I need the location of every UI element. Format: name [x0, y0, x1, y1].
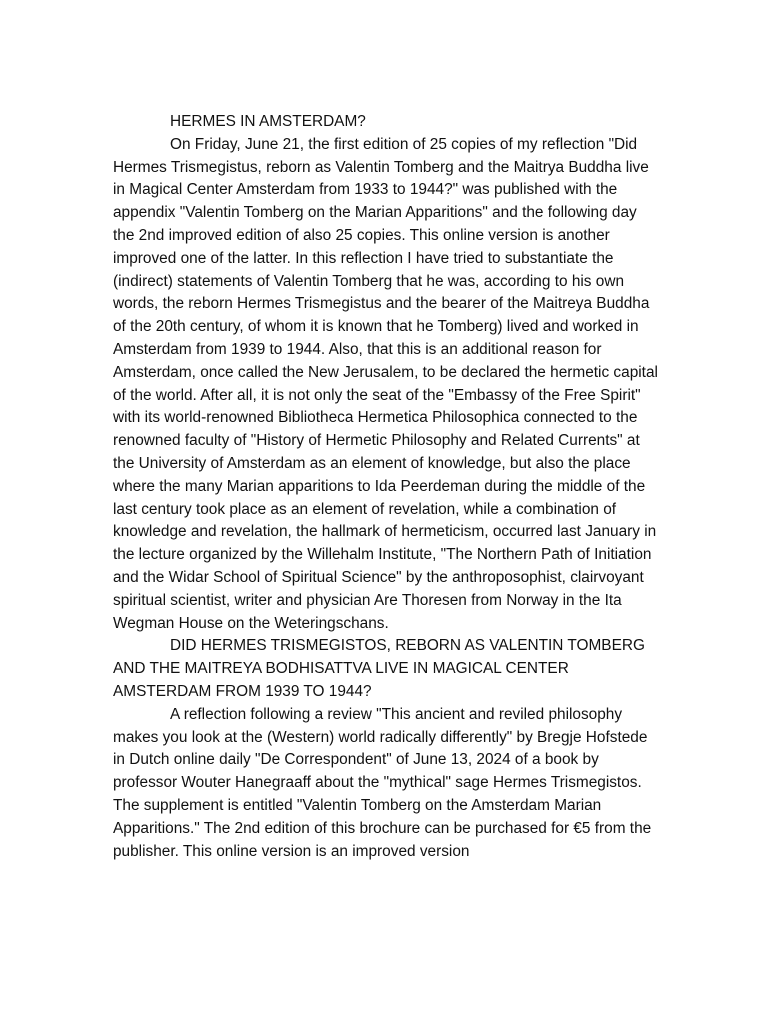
paragraph-reflection: A reflection following a review "This ancient and reviled philosophy makes you look at the (Western) world radically differently" by Bregje Hofstede in Dutch online daily "De Correspondent" of June 13, 2024 of a book by professor Wouter Hanegraaff about the "mythical" sage Hermes Trismegistos. The supplement is entitled "Valentin Tomberg on the Amsterdam Marian Apparitions." The 2nd edition of this brochure can be purchased for €5 from the publisher. This online version is an improved version	[113, 705, 652, 860]
document-page	[113, 111, 658, 863]
document-title: HERMES IN AMSTERDAM?	[170, 113, 366, 130]
section-heading: DID HERMES TRISMEGISTOS, REBORN AS VALENTIN TOMBERG AND THE MAITREYA BODHISATTVA LIVE IN MAGICAL CENTER AMSTERDAM FROM 1939 TO 1944?	[113, 637, 645, 700]
paragraph-intro: On Friday, June 21, the first edition of 25 copies of my reflection "Did Hermes Trismegistus, reborn as Valentin Tomberg and the Maitrya Buddha live in Magical Center Amsterdam from 1933 to 1944?" was published with the appendix "Valentin Tomberg on the Marian Apparitions" and the following day the 2nd improved edition of also 25 copies. This online version is another improved one of the latter. In this reflection I have tried to substantiate the (indirect) statements of Valentin Tomberg that he was, according to his own words, the reborn Hermes Trismegistus and the bearer of the Maitreya Buddha of the 20th century, of whom it is known that he Tomberg) lived and worked in Amsterdam from 1939 to 1944. Also, that this is an additional reason for Amsterdam, once called the New Jerusalem, to be declared the hermetic capital of the world. After all, it is not only the seat of the "Embassy of the Free Spirit" with its world-renowned Bibliotheca Hermetica Philosophica connected to the renowned faculty of "History of Hermetic Philosophy and Related Currents" at the University of Amsterdam as an element of knowledge, but also the place where the many Marian apparitions to Ida Peerdeman during the middle of the last century took place as an element of revelation, while a combination of knowledge and revelation, the hallmark of hermeticism, occurred last January in the lecture organized by the Willehalm Institute, "The Northern Path of Initiation and the Widar School of Spiritual Science" by the anthroposophist, clairvoyant spiritual scientist, writer and physician Are Thoresen from Norway in the Ita Wegman House on the Weteringschans.	[113, 135, 658, 632]
